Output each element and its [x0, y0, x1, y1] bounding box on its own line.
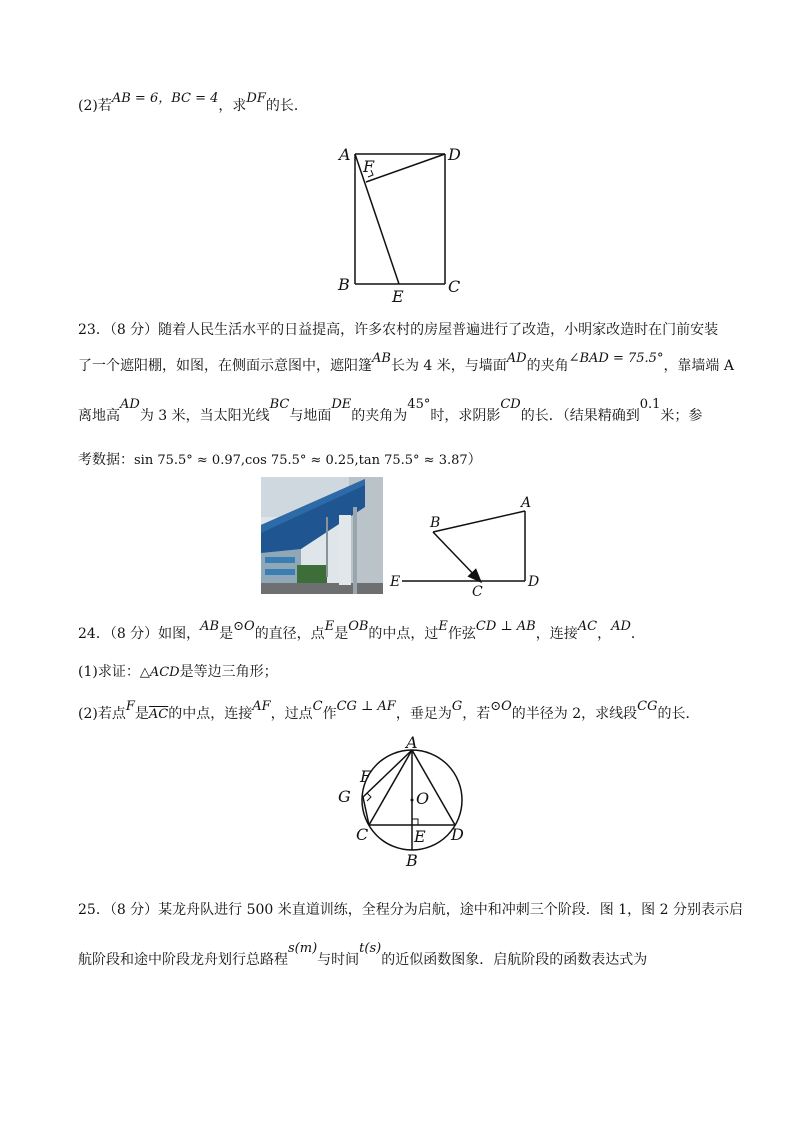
q24-circO: ⊙O	[233, 619, 255, 634]
q24-ac: AC	[577, 619, 598, 634]
q25-l2-c: 的近似函数图象．启航阶段的函数表达式为	[381, 952, 648, 968]
q23-awning-photo	[261, 477, 383, 594]
q23-l3-45: 45°	[407, 397, 431, 412]
q25-sm: s(m)	[288, 941, 318, 956]
q24-cg-perp: CG ⊥ AF	[336, 699, 396, 714]
q24-l1-d: 是	[334, 626, 349, 642]
q23-line4	[78, 450, 482, 471]
q24-right-angle-E	[412, 819, 418, 825]
q24-center-dot	[411, 799, 414, 802]
q22-segment-DF	[366, 154, 445, 182]
q24-arc-ac: $\overline{AC}$	[148, 707, 169, 722]
q22-label-E: E	[392, 287, 404, 306]
q24-label-G: G	[338, 787, 351, 806]
q24-right-angle-G	[367, 793, 371, 801]
q25-ts: t(s)	[359, 941, 382, 956]
q24-part1	[78, 662, 278, 683]
q24-line1	[78, 619, 645, 645]
q24-part2	[78, 699, 700, 725]
q23-line3	[78, 397, 703, 427]
q23-label-D: D	[528, 574, 540, 590]
q24-tri: △ACD	[139, 665, 180, 680]
q22-label-F: F	[363, 157, 375, 176]
q23-label-E: E	[390, 574, 401, 590]
q23-label-C: C	[472, 584, 483, 600]
q24-label-B: B	[406, 851, 418, 870]
q22-given: AB = 6，BC = 4	[111, 91, 219, 106]
q24-comma: ，	[597, 626, 612, 642]
q24-label-A: A	[406, 733, 418, 752]
q23-l4-a: 考数据：	[78, 452, 134, 468]
q23-label-B: B	[430, 515, 441, 531]
q24-p2-b: 是	[134, 706, 149, 722]
q24-p2-h: 的半径为 2，求线段	[511, 706, 638, 722]
q22-ask-var: DF	[246, 91, 266, 106]
q22-ask-pre: ，求	[218, 98, 247, 114]
q24-period: ．	[630, 626, 645, 642]
q23-l3-d: 的夹角为	[351, 408, 408, 424]
q24-cd-perp: CD ⊥ AB	[475, 619, 536, 634]
q23-l2-c: 的夹角	[526, 358, 569, 374]
q24-l1-g: ，连接	[535, 626, 578, 642]
q23-line2	[78, 351, 734, 377]
q23-line1: 23．（8 分）随着人民生活水平的日益提高，许多农村的房屋普遍进行了改造，小明家改造时在门前安装	[78, 322, 719, 338]
q22-segment-AE	[355, 154, 399, 284]
q22-prefix: (2)若	[78, 98, 112, 114]
q24-label-O: O	[416, 789, 430, 808]
q23-l2-a: 了一个遮阳棚，如图，在侧面示意图中，遮阳篷	[78, 358, 372, 374]
q25-line2	[78, 941, 648, 971]
q23-l3-ad: AD	[120, 397, 140, 412]
q23-l3-01: 0.1	[639, 397, 661, 412]
q24-ad: AD	[611, 619, 631, 634]
q24-l1-b: 是	[219, 626, 234, 642]
q23-l3-cd: CD	[500, 397, 521, 412]
q24-p2-e: 作	[322, 706, 337, 722]
q24-segment-AD	[412, 750, 455, 825]
q22-part2-line	[78, 91, 308, 117]
q24-circO2: ⊙O	[490, 699, 512, 714]
q24-label-E: E	[414, 827, 426, 846]
q24-p1-a: (1)求证：	[78, 664, 140, 680]
q24-cg: CG	[637, 699, 658, 714]
q24-l1-c: 的直径，点	[254, 626, 325, 642]
q24-f: F	[125, 699, 135, 714]
q24-af: AF	[252, 699, 271, 714]
q24-figure	[330, 733, 480, 870]
q23-l2-angle: ∠BAD = 75.5°	[568, 351, 664, 366]
q23-l3-e: 时，求阴影	[430, 408, 501, 424]
q24-p2-d: ，过点	[270, 706, 313, 722]
q23-l2-d: ，靠墙端 A	[663, 358, 734, 374]
q23-l4-ref: sin 75.5° ≈ 0.97,cos 75.5° ≈ 0.25,tan 75.5° ≈ 3.87	[134, 453, 468, 468]
q22-ask-post: 的长．	[265, 98, 308, 114]
q24-ob: OB	[348, 619, 369, 634]
q23-l2-ad: AD	[506, 351, 527, 366]
q23-l3-b: 为 3 米，当太阳光线	[139, 408, 270, 424]
q22-label-B: B	[338, 275, 350, 294]
q24-label-D: D	[451, 825, 464, 844]
q22-label-A: A	[339, 145, 351, 164]
q25-l2-a: 航阶段和途中阶段龙舟划行总路程	[78, 952, 288, 968]
q25-line1: 25．（8 分）某龙舟队进行 500 米直道训练，全程分为启航，途中和冲刺三个阶段．图 1，图 2 分别表示启	[78, 902, 743, 918]
q24-p2-i: 的长．	[657, 706, 700, 722]
q23-figure	[388, 494, 548, 599]
q24-ab: AB	[200, 619, 220, 634]
q23-l2-b: 长为 4 米，与墙面	[390, 358, 507, 374]
q23-l3-c: 与地面	[289, 408, 332, 424]
q24-p2-a: (2)若点	[78, 706, 126, 722]
q24-p2-g: ，若	[462, 706, 491, 722]
q24-e: E	[324, 619, 335, 634]
q25-l2-b: 与时间	[317, 952, 360, 968]
q24-l1-e: 的中点，过	[368, 626, 439, 642]
q23-l2-ab: AB	[372, 351, 391, 366]
q23-l3-g: 米；参	[660, 408, 703, 424]
q23-l4-b: ）	[467, 452, 482, 468]
q24-label-F: F	[360, 767, 372, 786]
q23-l3-bc: BC	[269, 397, 290, 412]
q24-c: C	[312, 699, 323, 714]
q23-l3-de: DE	[331, 397, 352, 412]
q24-segment-AC	[369, 750, 412, 825]
q22-label-C: C	[448, 277, 461, 296]
q24-l1-a: 24．（8 分）如图，	[78, 626, 201, 642]
q23-awning-AB	[433, 511, 525, 532]
q22-figure	[330, 140, 480, 310]
q24-g: G	[451, 699, 463, 714]
q24-label-C: C	[356, 825, 369, 844]
q24-l1-f: 作弦	[447, 626, 476, 642]
q23-l3-f: 的长．（结果精确到	[520, 408, 640, 424]
q23-sunray-BC	[433, 532, 480, 581]
q24-p1-b: 是等边三角形；	[179, 664, 278, 680]
q24-p2-c: 的中点，连接	[168, 706, 253, 722]
q24-e2: E	[438, 619, 448, 634]
q23-l3-a: 离地高	[78, 408, 120, 424]
q24-p2-f: ，垂足为	[395, 706, 452, 722]
q23-label-A: A	[521, 495, 532, 511]
q22-label-D: D	[448, 145, 461, 164]
